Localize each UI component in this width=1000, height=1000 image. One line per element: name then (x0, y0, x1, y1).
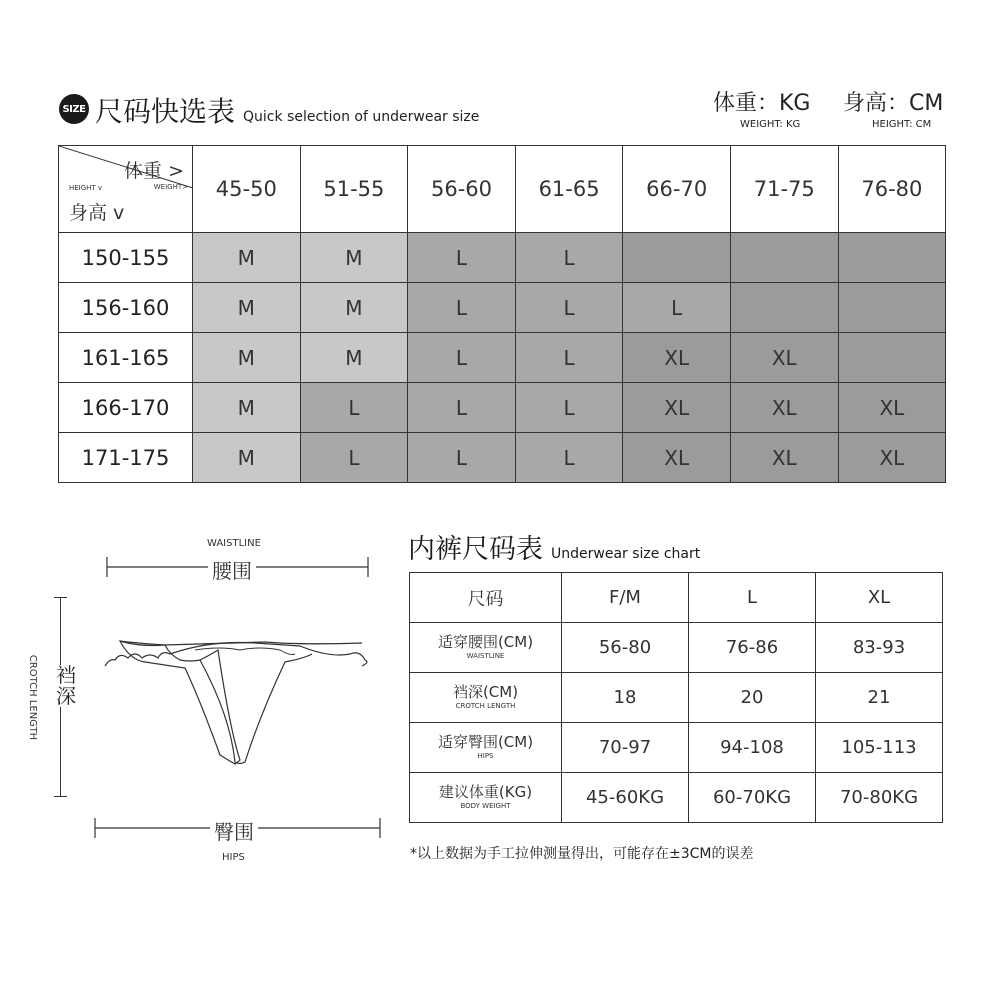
measure-label-en: HIPS (477, 751, 494, 760)
size-cell: XL (623, 433, 731, 483)
measure-value: 94-108 (689, 723, 816, 773)
size-cell: XL (730, 433, 838, 483)
crotch-cn: 裆深 (52, 665, 80, 707)
title-cn: 尺码快选表 (95, 95, 236, 128)
table-row (59, 283, 946, 333)
size-cell: XL (623, 383, 731, 433)
measure-value: 70-97 (562, 723, 689, 773)
measure-label-cn: 建议体重(KG) (438, 783, 533, 802)
measure-value: 21 (816, 673, 943, 723)
measure-label (410, 723, 562, 773)
measure-value: 45-60KG (562, 773, 689, 823)
size-cell (623, 233, 731, 283)
table-row (59, 433, 946, 483)
measure-value: 60-70KG (689, 773, 816, 823)
measure-label-cn: 适穿腰围(CM) (437, 633, 534, 652)
waistline-en: WAISTLINE (207, 538, 261, 549)
crotch-tick-top (54, 597, 67, 598)
size-cell: L (408, 333, 516, 383)
table-row (410, 723, 943, 773)
hips-cn: 臀围 (210, 816, 258, 845)
size-cell: L (408, 283, 516, 333)
corner-weight-en: WEIGHT> (153, 183, 188, 191)
measure-label-cn: 裆深(CM) (452, 683, 519, 702)
corner-height-cn: 身高 v (69, 202, 125, 224)
size-chart-header-cell: XL (816, 573, 943, 623)
measure-value: 56-80 (562, 623, 689, 673)
size-chart-title (408, 527, 700, 566)
corner-weight-cn: 体重 > (124, 160, 184, 182)
weight-range-header: 45-50 (193, 146, 301, 233)
size-cell: L (300, 383, 408, 433)
size-cell: L (408, 433, 516, 483)
underwear-diagram (90, 550, 390, 850)
size-cell: XL (838, 433, 946, 483)
measure-value: 20 (689, 673, 816, 723)
measure-value: 105-113 (816, 723, 943, 773)
size-cell: M (300, 283, 408, 333)
table-corner (59, 146, 193, 233)
weight-range-header: 66-70 (623, 146, 731, 233)
size-cell: L (515, 433, 623, 483)
weight-range-header: 61-65 (515, 146, 623, 233)
size-cell: M (300, 333, 408, 383)
height-range-label: 166-170 (59, 383, 193, 433)
size-cell: M (193, 433, 301, 483)
measure-value: 18 (562, 673, 689, 723)
size-chart-header-cell: F/M (562, 573, 689, 623)
weight-unit: 体重：KG (713, 91, 811, 116)
crotch-tick-bottom (54, 796, 67, 797)
size-chart-header-cell: L (689, 573, 816, 623)
weight-range-header: 56-60 (408, 146, 516, 233)
size-cell: L (515, 283, 623, 333)
size-cell: XL (838, 383, 946, 433)
size-cell: M (193, 383, 301, 433)
size-cell: L (300, 433, 408, 483)
title-en: Quick selection of underwear size (243, 109, 480, 125)
size-cell: M (193, 283, 301, 333)
table-row (59, 233, 946, 283)
measure-label (410, 673, 562, 723)
size-cell: L (623, 283, 731, 333)
measure-label (410, 623, 562, 673)
size-cell (730, 283, 838, 333)
measure-value: 70-80KG (816, 773, 943, 823)
size-cell: M (193, 233, 301, 283)
measure-label-cn: 适穿臀围(CM) (437, 733, 534, 752)
weight-range-header: 76-80 (838, 146, 946, 233)
height-range-label: 150-155 (59, 233, 193, 283)
size-cell: XL (730, 333, 838, 383)
weight-unit-en: WEIGHT: KG (740, 119, 801, 130)
weight-range-header: 51-55 (300, 146, 408, 233)
size-cell: M (193, 333, 301, 383)
height-range-label: 156-160 (59, 283, 193, 333)
measure-label (410, 773, 562, 823)
size-chart-header-row (410, 573, 943, 623)
size-cell: L (515, 233, 623, 283)
waistline-cn: 腰围 (208, 555, 256, 584)
measure-value: 76-86 (689, 623, 816, 673)
size-cell: M (300, 233, 408, 283)
quick-size-table (58, 145, 946, 483)
quick-table-header (59, 146, 946, 233)
measure-value: 83-93 (816, 623, 943, 673)
page-title (95, 90, 479, 130)
table-row (410, 623, 943, 673)
underwear-size-table (409, 572, 943, 823)
size-cell: L (515, 333, 623, 383)
size-badge: SIZE (59, 94, 89, 124)
size-cell: XL (730, 383, 838, 433)
measure-label-en: CROTCH LENGTH (455, 701, 516, 710)
size-cell: L (408, 233, 516, 283)
table-row (59, 383, 946, 433)
table-row (410, 773, 943, 823)
height-range-label: 171-175 (59, 433, 193, 483)
size-chart-title-cn: 内裤尺码表 (408, 534, 543, 565)
size-cell: XL (623, 333, 731, 383)
size-cell: L (515, 383, 623, 433)
measurement-note: *以上数据为手工拉伸测量得出，可能存在±3CM的误差 (410, 846, 754, 862)
crotch-en: CROTCH LENGTH (27, 654, 39, 741)
size-chart-header-cell: 尺码 (410, 573, 562, 623)
height-unit: 身高：CM (843, 91, 944, 116)
corner-height-en: HEIGHT v (69, 184, 103, 192)
size-cell (838, 333, 946, 383)
height-unit-en: HEIGHT: CM (872, 119, 932, 130)
measure-label-en: WAISTLINE (466, 651, 505, 660)
size-chart-title-en: Underwear size chart (551, 546, 701, 562)
table-row (410, 673, 943, 723)
weight-range-header: 71-75 (730, 146, 838, 233)
size-cell (838, 283, 946, 333)
size-cell: L (408, 383, 516, 433)
hips-en: HIPS (222, 852, 245, 863)
table-row (59, 333, 946, 383)
height-range-label: 161-165 (59, 333, 193, 383)
size-cell (730, 233, 838, 283)
measure-label-en: BODY WEIGHT (460, 801, 511, 810)
size-cell (838, 233, 946, 283)
